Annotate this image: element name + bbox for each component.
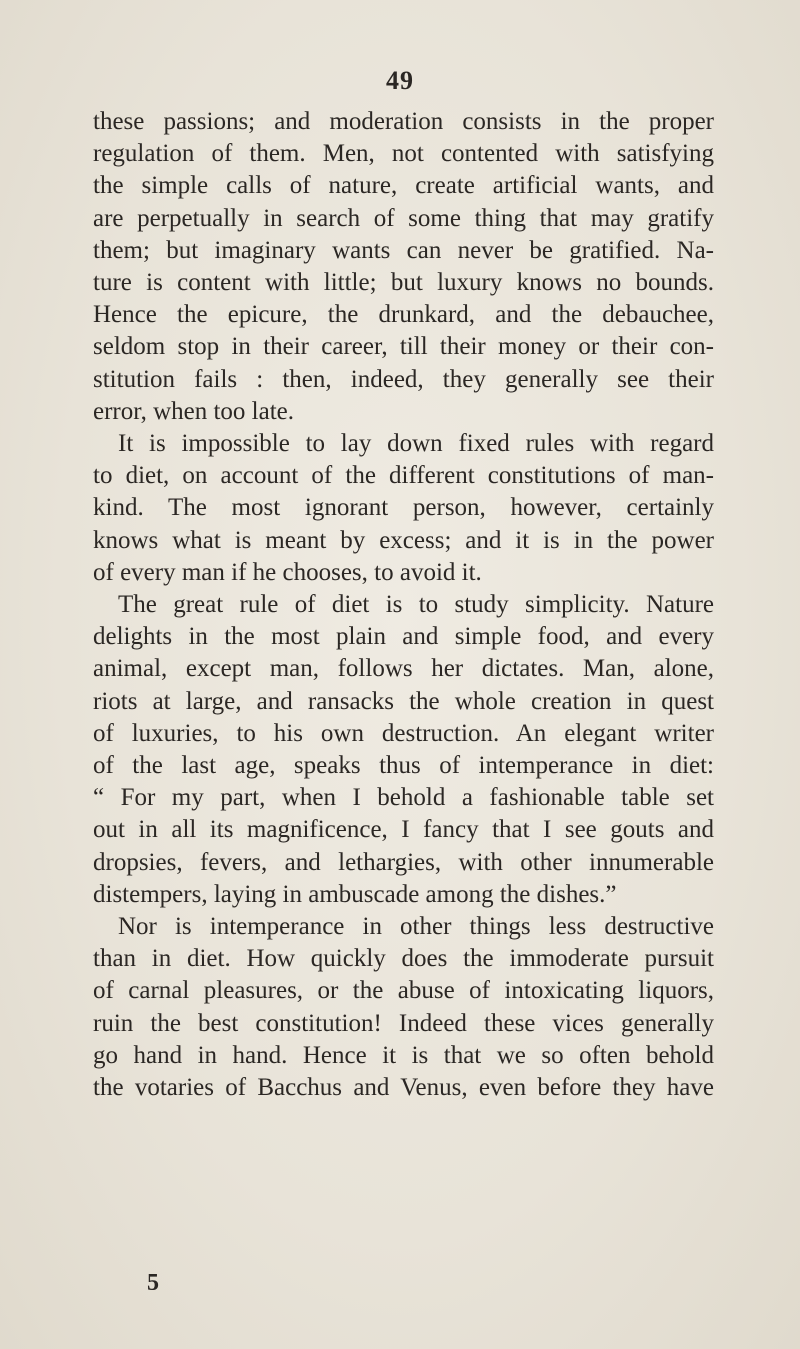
text-line: the simple calls of nature, create artificial wants, and <box>93 172 714 200</box>
text-line: stitution fails : then, indeed, they generally see their <box>93 365 714 393</box>
text-line: are perpetually in search of some thing that may gratify <box>93 204 714 232</box>
text-line: these passions; and moderation consists in the proper <box>93 108 714 135</box>
text-line: to diet, on account of the different constitutions of man- <box>93 462 714 490</box>
text-line: knows what is meant by excess; and it is in the power <box>93 526 714 554</box>
text-line: kind. The most ignorant person, however, certainly <box>93 494 714 522</box>
text-line: ture is content with little; but luxury knows no bounds. <box>93 269 714 296</box>
text-line: seldom stop in their career, till their money or their con- <box>93 333 714 361</box>
text-line: of luxuries, to his own destruction. An elegant writer <box>93 719 714 747</box>
text-line: “ For my part, when I behold a fashionable table set <box>93 784 714 812</box>
text-line: delights in the most plain and simple food, and every <box>93 623 714 651</box>
text-line: out in all its magnificence, I fancy that I see gouts and <box>93 816 714 844</box>
text-line: of every man if he chooses, to avoid it. <box>93 558 482 586</box>
text-line: riots at large, and ransacks the whole creation in quest <box>93 687 714 715</box>
text-line: than in diet. How quickly does the immoderate pursuit <box>93 945 714 973</box>
text-line: of carnal pleasures, or the abuse of intoxicating liquors, <box>93 977 714 1005</box>
text-line: them; but imaginary wants can never be gratified. Na- <box>93 236 714 264</box>
signature-mark: 5 <box>147 1270 159 1296</box>
text-line: animal, except man, follows her dictates. Man, alone, <box>93 655 714 683</box>
text-line: of the last age, speaks thus of intemperance in diet: <box>93 752 714 779</box>
text-line: regulation of them. Men, not contented with satisfying <box>93 140 714 168</box>
text-line: go hand in hand. Hence it is that we so often behold <box>93 1041 714 1069</box>
text-line: It is impossible to lay down fixed rules with regard <box>118 430 714 457</box>
text-line: error, when too late. <box>93 397 295 425</box>
text-line: the votaries of Bacchus and Venus, even before they have <box>93 1074 714 1101</box>
text-line: ruin the best constitution! Indeed these vices generally <box>93 1009 714 1037</box>
text-line: Hence the epicure, the drunkard, and the debauchee, <box>93 301 714 329</box>
text-line: The great rule of diet is to study simplicity. Nature <box>118 591 714 618</box>
text-line: Nor is intemperance in other things less destructive <box>118 913 714 940</box>
page-number: 49 <box>386 66 414 95</box>
text-line: distempers, laying in ambuscade among the dishes.” <box>93 880 617 908</box>
text-line: dropsies, fevers, and lethargies, with other innumerable <box>93 848 714 876</box>
